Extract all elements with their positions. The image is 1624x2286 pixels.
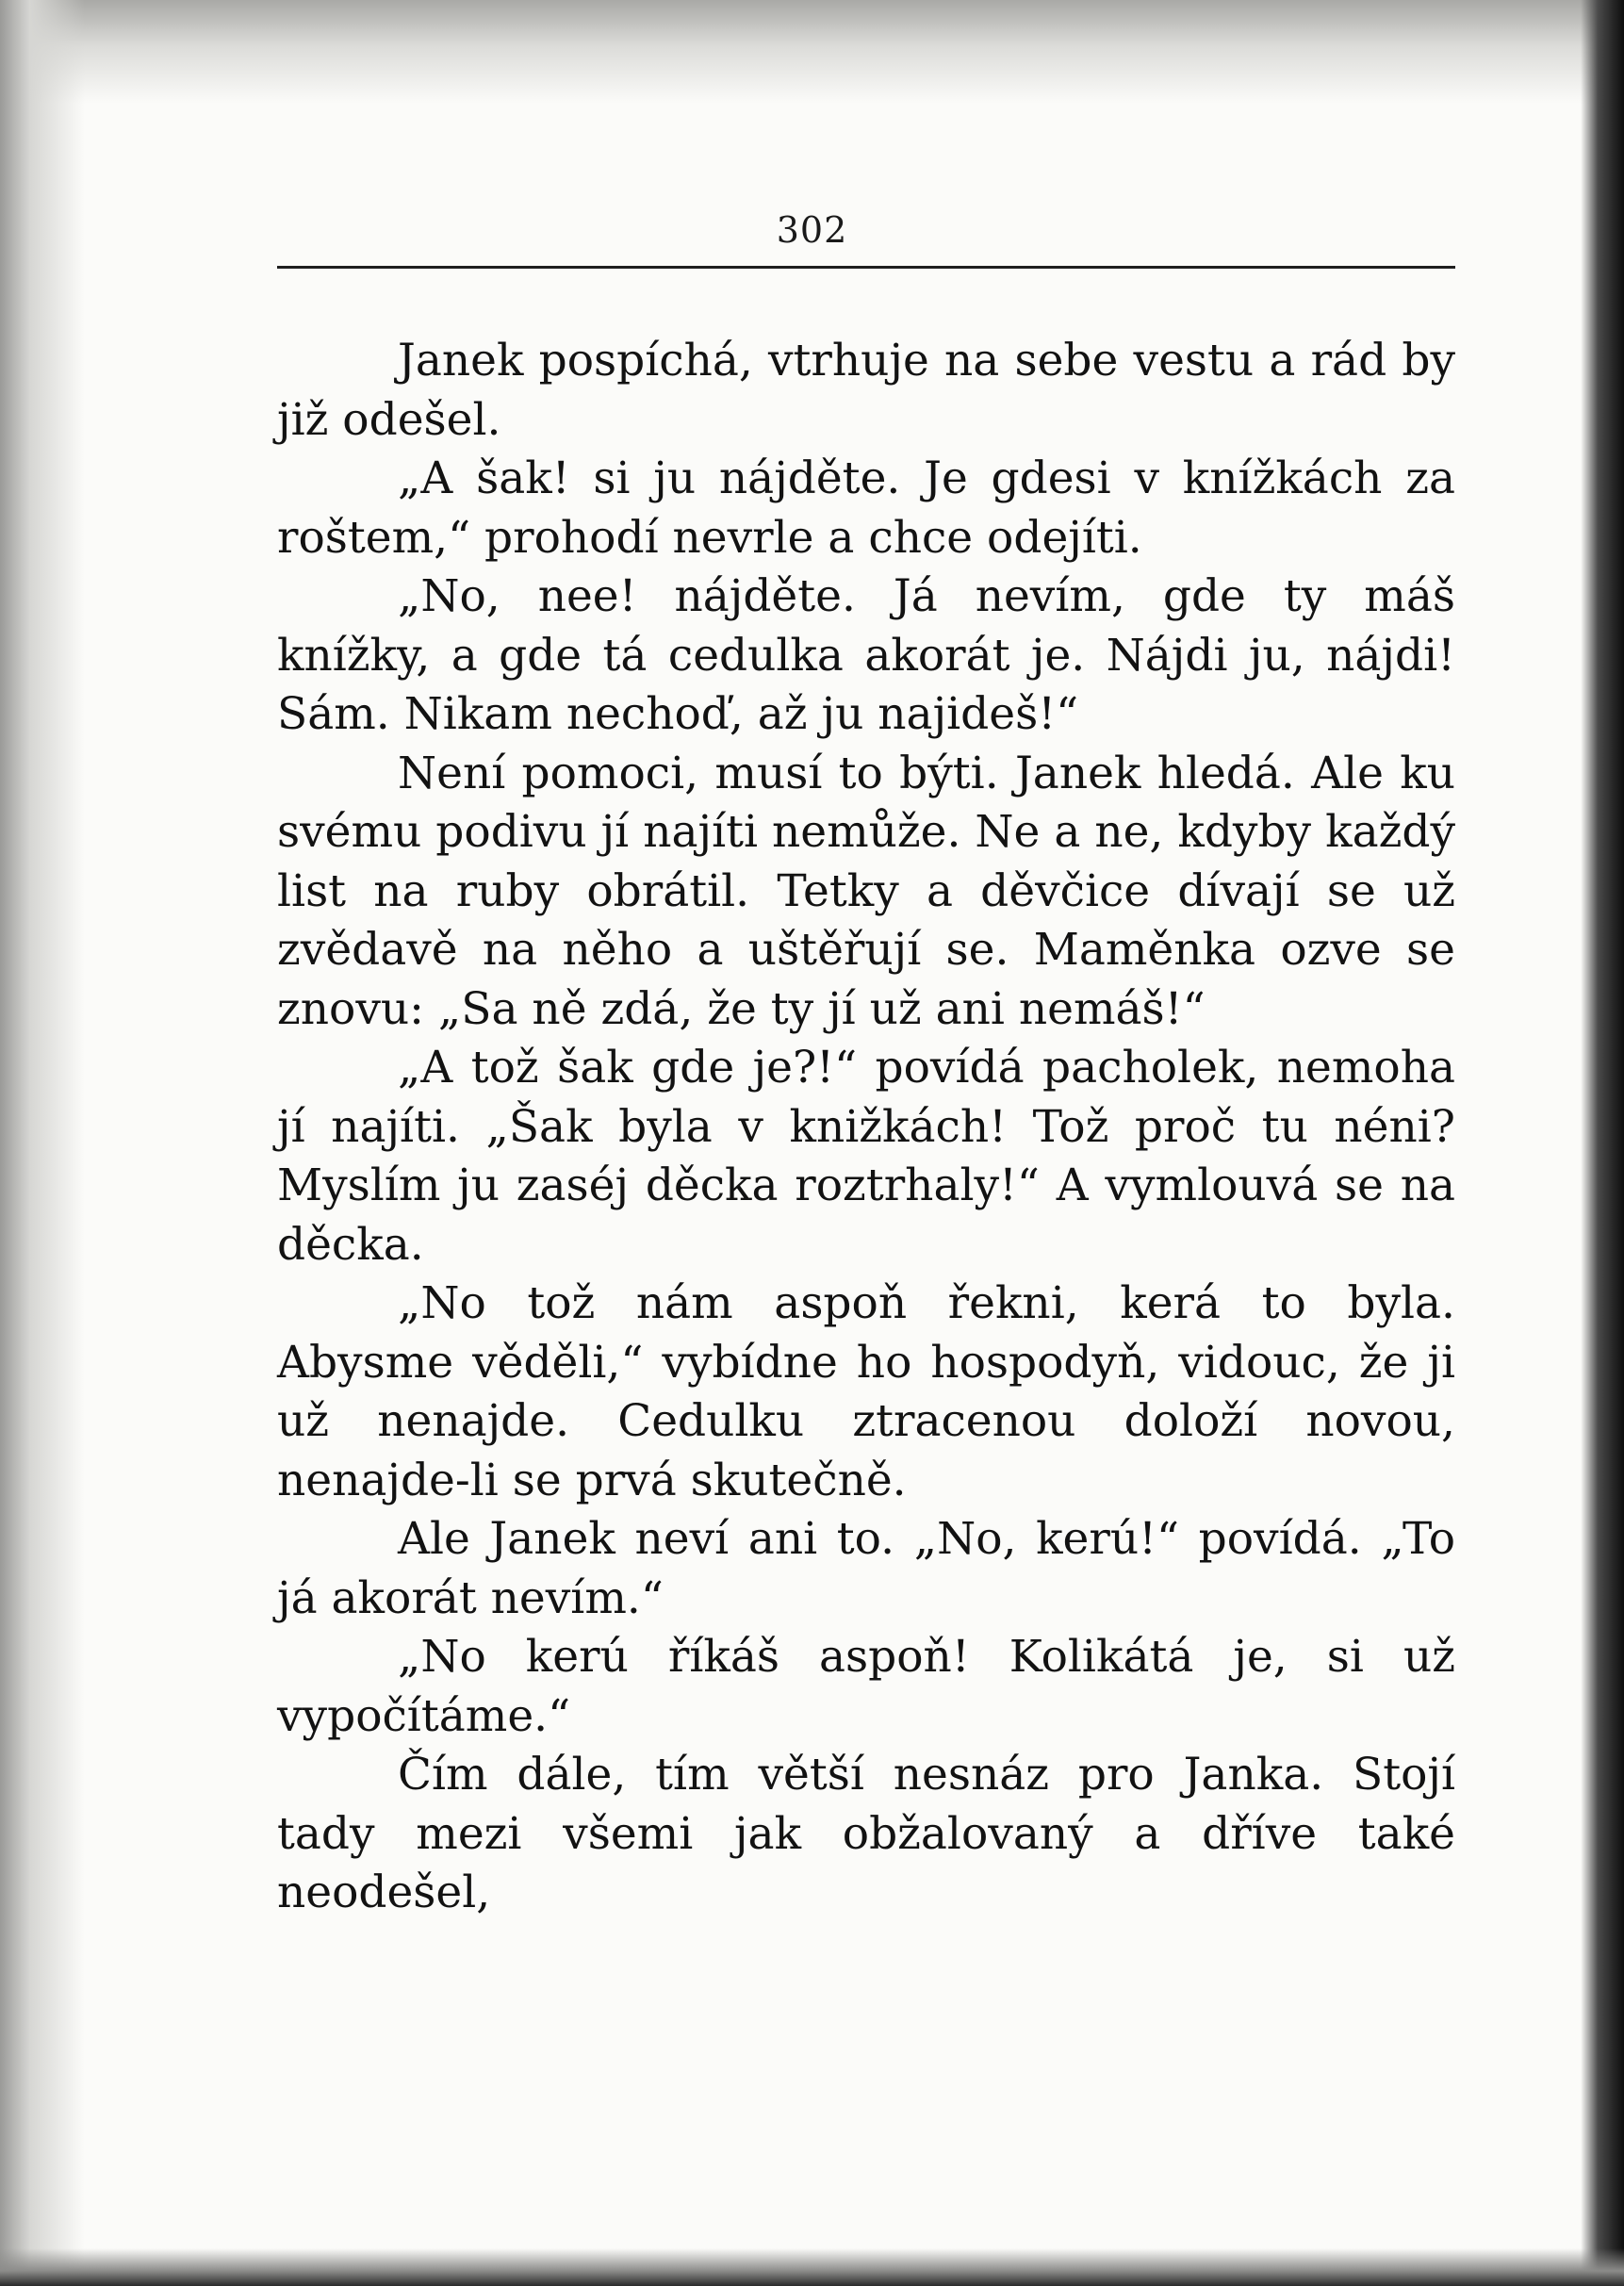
paragraph: „No tož nám aspoň řekni, kerá to byla. Abysme věděli,“ vybídne ho hospodyň, vidouc, že ji už nenajde. Cedulku ztracenou doloží novou, nenajde-li se prvá skutečně. — [277, 1277, 1455, 1506]
paragraph: Čím dále, tím větší nesnáz pro Janka. Stojí tady mezi všemi jak obžalovaný a dříve také neodešel, — [277, 1749, 1455, 1918]
scan-shadow-left — [0, 0, 85, 2286]
paragraph: „A tož šak gde je?!“ povídá pacholek, nemoha jí najíti. „Šak byla v knižkách! Tož proč tu néni? Myslím ju zaséj děcka roztrhaly!“ A vymlouvá se na děcka. — [277, 1042, 1455, 1271]
paragraph: Janek pospíchá, vtrhuje na sebe vestu a rád by již odešel. — [277, 335, 1455, 446]
paragraph: „No kerú říkáš aspoň! Kolikátá je, si už vypočítáme.“ — [277, 1631, 1455, 1742]
page-number: 302 — [776, 209, 848, 251]
paragraph: Ale Janek neví ani to. „No, kerú!“ povídá. „To já akorát nevím.“ — [277, 1513, 1455, 1624]
paragraph: „A šak! si ju nájděte. Je gdesi v knížkách za roštem,“ prohodí nevrle a chce odejíti. — [277, 452, 1455, 564]
header-rule — [277, 266, 1455, 269]
scan-shadow-right — [1581, 0, 1624, 2286]
scan-shadow-bottom — [0, 2248, 1624, 2286]
paragraph: „No, nee! nájděte. Já nevím, gde ty máš knížky, a gde tá cedulka akorát je. Nájdi ju, nájdi! Sám. Nikam nechoď, až ju najideš!“ — [277, 570, 1455, 740]
paragraph: Není pomoci, musí to býti. Janek hledá. Ale ku svému podivu jí najíti nemůže. Ne a ne, kdyby každý list na ruby obrátil. Tetky a děvčice dívají se už zvědavě na něho a uštěřují se. Maměnka ozve se znovu: „Sa ně zdá, že ty jí už ani nemáš!“ — [277, 747, 1455, 1035]
body-text — [277, 332, 1455, 1923]
scan-shadow-top — [0, 0, 1624, 104]
